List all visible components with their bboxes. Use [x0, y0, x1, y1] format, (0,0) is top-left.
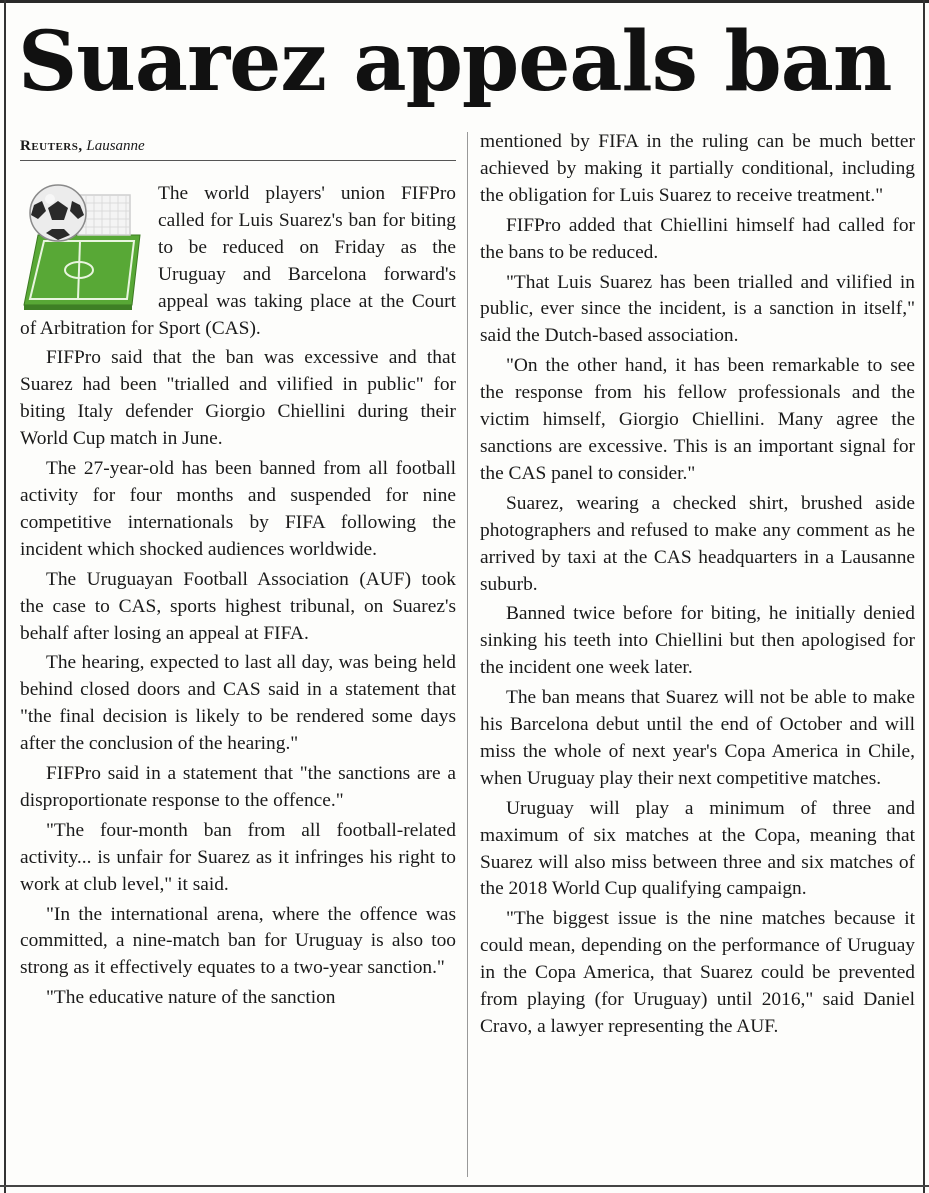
paragraph-9-start: "The educative nature of the sanction	[46, 987, 336, 1009]
byline-location: Lausanne	[86, 138, 145, 154]
left-border	[4, 0, 6, 1193]
paragraph-11: "That Luis Suarez has been trialled and vilified in public, ever since the incident, is a sanction in itself," said the Dutch-based association.	[480, 271, 915, 347]
article-headline: Suarez appeals ban	[18, 14, 892, 110]
paragraph-16: Uruguay will play a minimum of three and maximum of six matches at the Copa, meaning that Suarez will also miss between three and six matches of the 2018 World Cup qualifying campaign.	[480, 797, 915, 900]
paragraph-8: "In the international arena, where the offence was committed, a nine-match ban for Uruguay is also too strong as it effectively equates to a two-year sanction."	[20, 903, 456, 979]
paragraph-7: "The four-month ban from all football-related activity... is unfair for Suarez as it infringes his right to work at club level," it said.	[20, 819, 456, 895]
paragraph-9-continuation: mentioned by FIFA in the ruling can be much better achieved by making it partially conditional, including the obligation for Luis Suarez to receive treatment."	[480, 131, 915, 206]
paragraph-6: FIFPro said in a statement that "the sanctions are a disproportionate response to the offence."	[20, 763, 456, 811]
paragraph-13: Suarez, wearing a checked shirt, brushed aside photographers and refused to make any comment as he arrived by taxi at the CAS headquarters in a Lausanne suburb.	[480, 492, 915, 595]
paragraph-15: The ban means that Suarez will not be able to make his Barcelona debut until the end of October and will miss the whole of next year's Copa America in Chile, when Uruguay play their next competitive matches.	[480, 687, 915, 789]
bottom-border	[0, 1185, 929, 1187]
article-byline	[20, 136, 456, 161]
paragraph-14: Banned twice before for biting, he initially denied sinking his teeth into Chiellini but then apologised for the incident one week later.	[480, 603, 915, 679]
paragraph-17: "The biggest issue is the nine matches because it could mean, depending on the performance of Uruguay in the Copa America, that Suarez could be prevented from playing (for Uruguay) until 2016," said Daniel Cravo, a lawyer representing the AUF.	[480, 908, 915, 1037]
paragraph-12: "On the other hand, it has been remarkable to see the response from his fellow professionals and the victim himself, Giorgio Chiellini. Many agree the sanctions are excessive. This is an important signal for the CAS panel to consider."	[480, 355, 915, 484]
paragraph-2: FIFPro said that the ban was excessive and that Suarez had been "trialled and vilified in public" for biting Italy defender Giorgio Chiellini during their World Cup match in June.	[20, 347, 456, 450]
paragraph-5: The hearing, expected to last all day, was being held behind closed doors and CAS said in a statement that "the final decision is likely to be rendered some days after the conclusion of the hearing."	[20, 652, 456, 755]
left-column	[20, 181, 456, 1015]
right-column	[480, 129, 915, 1044]
paragraph-10: FIFPro added that Chiellini himself had called for the bans to be reduced.	[480, 214, 915, 263]
paragraph-1	[20, 181, 456, 342]
paragraph-4: The Uruguayan Football Association (AUF) took the case to CAS, sports highest tribunal, on Suarez's behalf after losing an appeal at FIFA.	[20, 568, 456, 644]
football-pitch-icon	[20, 183, 148, 311]
paragraph-3: The 27-year-old has been banned from all football activity for four months and suspended for nine competitive internationals by FIFA following the incident which shocked audiences worldwide.	[20, 458, 456, 560]
column-divider	[467, 132, 468, 1177]
byline-agency: Reuters,	[20, 138, 83, 154]
paragraph-1-text: The world players' union FIFPro called for Luis Suarez's ban for biting to be reduced on Friday as the Uruguay and Barcelona forward's appeal was taking place at the Court of Arbitration for Sport (CAS).	[20, 183, 456, 339]
right-border	[923, 0, 925, 1193]
